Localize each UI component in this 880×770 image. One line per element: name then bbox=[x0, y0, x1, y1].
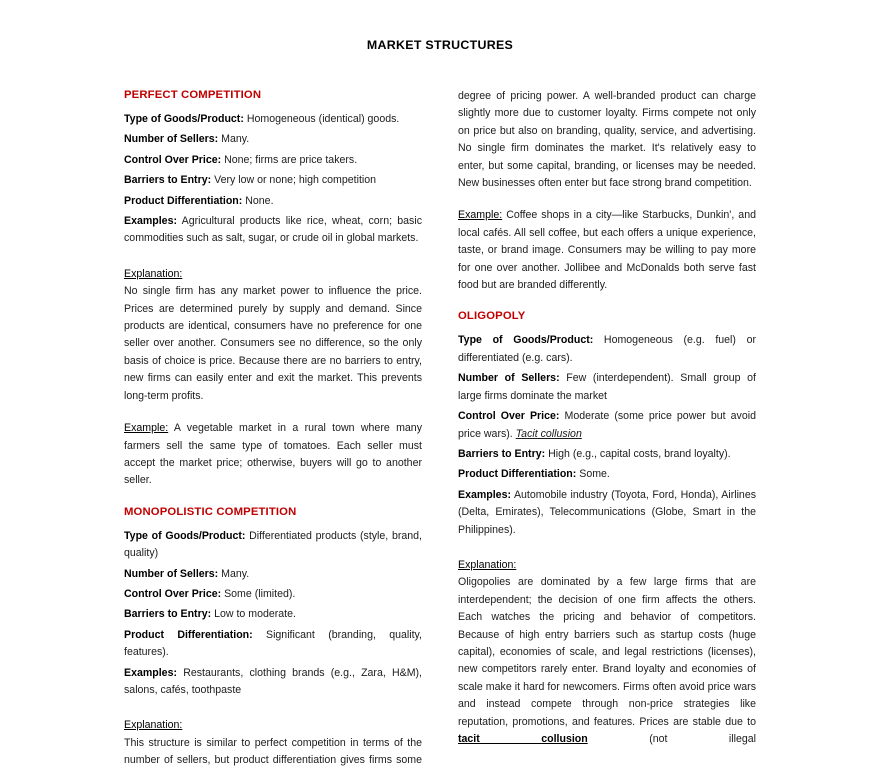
attribute-row bbox=[458, 332, 756, 367]
attribute-value: Moderate (some price power but avoid price wars). bbox=[458, 410, 756, 440]
attribute-row-control-price bbox=[458, 408, 756, 443]
tacit-collusion-emphasis: Tacit collusion bbox=[515, 427, 582, 440]
heading-perfect-competition: PERFECT COMPETITION bbox=[124, 89, 262, 101]
attribute-value: High (e.g., capital costs, brand loyalty). bbox=[548, 447, 731, 460]
attribute-value: Restaurants, clothing brands (e.g., Zara, H&M), salons, cafés, toothpaste bbox=[124, 666, 423, 696]
attribute-label: Control Over Price: bbox=[124, 587, 222, 600]
attribute-value: Homogeneous (identical) goods. bbox=[246, 113, 400, 125]
attribute-label: Barriers to Entry: bbox=[124, 174, 212, 187]
example-text: Coffee shops in a city—like Starbucks, Dunkin', and local cafés. All sell coffee, but each offers a unique experience, taste, or brand image. Consumers may be willing to pay more for one over another. Jollibee and McDonalds both serve fast food but are branded differently. bbox=[458, 209, 756, 292]
heading-oligopoly: OLIGOPOLY bbox=[458, 310, 526, 323]
attribute-row-examples bbox=[124, 665, 422, 700]
attribute-label: Type of Goods/Product: bbox=[124, 529, 246, 542]
attribute-value: Many. bbox=[221, 133, 250, 146]
attribute-value: Significant (branding, quality, features). bbox=[124, 628, 422, 659]
heading-monopolistic-competition: MONOPOLISTIC COMPETITION bbox=[124, 505, 297, 518]
explanation-paragraph-continued-below: This structure is similar to perfect competition in terms of the number of sellers, but product differentiation gives firms some bbox=[124, 736, 422, 767]
attribute-label: Barriers to Entry: bbox=[458, 447, 546, 460]
example-label: Example: bbox=[458, 209, 503, 222]
attribute-row bbox=[458, 370, 756, 405]
attribute-label: Number of Sellers: bbox=[124, 567, 219, 580]
attribute-value: Low to moderate. bbox=[214, 608, 296, 621]
example-label: Example: bbox=[124, 422, 169, 435]
explanation-label-text: Explanation: bbox=[458, 558, 517, 571]
attribute-label: Control Over Price: bbox=[124, 153, 222, 166]
attribute-label: Number of Sellers: bbox=[458, 372, 560, 385]
attribute-label: Product Differentiation: bbox=[124, 628, 253, 641]
explanation-label-text: Explanation: bbox=[124, 267, 183, 280]
attribute-value: Homogeneous (e.g. fuel) or differentiated (e.g. cars). bbox=[458, 334, 756, 364]
attribute-label: Type of Goods/Product: bbox=[458, 334, 594, 347]
attribute-row bbox=[124, 566, 422, 583]
attribute-row bbox=[124, 172, 422, 189]
example-text: A vegetable market in a rural town where many farmers sell the same type of tomatoes. Each seller must accept the market price; otherwise, buyers will go to another seller. bbox=[124, 422, 422, 487]
attribute-row bbox=[124, 606, 422, 623]
attribute-row bbox=[458, 466, 756, 483]
attribute-row bbox=[124, 528, 422, 563]
explanation-label-text: Explanation: bbox=[124, 719, 183, 732]
explanation-text-part2: (not illegal bbox=[587, 733, 756, 745]
attribute-row bbox=[124, 111, 422, 128]
attribute-row bbox=[124, 152, 422, 169]
attribute-value: Few (interdependent). Small group of large firms dominate the market bbox=[458, 372, 756, 402]
attribute-row bbox=[124, 193, 422, 210]
attribute-value: None; firms are price takers. bbox=[224, 153, 358, 166]
attribute-row bbox=[124, 131, 422, 148]
attribute-value: None. bbox=[245, 194, 274, 207]
page-title: MARKET STRUCTURES bbox=[366, 38, 514, 52]
explanation-label bbox=[124, 717, 422, 734]
explanation-label bbox=[458, 557, 756, 574]
explanation-label bbox=[124, 266, 422, 283]
left-column bbox=[124, 88, 422, 770]
attribute-label: Product Differentiation: bbox=[458, 468, 577, 481]
example-paragraph bbox=[124, 420, 422, 490]
explanation-text-part1: Oligopolies are dominated by a few large firms that are interdependent; the decision of one firm affects the others. Each watches the pricing and behavior of competitors. Because of high entry barriers such as startup costs (huge capital), economies of scale, and legal restrictions (licenses), new competitors rarely enter. Brand loyalty and economies of scale make it hard for newcomers. Firms often avoid price wars and instead compete through non-price strategies like reputation, promotions, and features. Prices are stable due to bbox=[458, 576, 756, 728]
attribute-label: Type of Goods/Product: bbox=[124, 113, 244, 125]
attribute-value: Agricultural products like rice, wheat, corn; basic commodities such as salt, sugar, or crude oil in global markets. bbox=[124, 215, 422, 245]
attribute-row-examples bbox=[124, 213, 422, 248]
explanation-paragraph: No single firm has any market power to influence the price. Prices are determined purely by supply and demand. Since products are identical, consumers have no preference for one seller over another. Consumers see no difference, so the only basis of choice is price. Because there are no barriers to entry, new firms can easily enter and exit the market. This prevents long-term profits. bbox=[124, 285, 422, 402]
right-column bbox=[458, 88, 756, 770]
explanation-paragraph bbox=[458, 574, 756, 748]
example-paragraph bbox=[458, 207, 756, 294]
attribute-label: Examples: bbox=[458, 488, 511, 501]
attribute-label: Examples: bbox=[124, 215, 177, 228]
attribute-value: Very low or none; high competition bbox=[214, 174, 377, 187]
attribute-row bbox=[124, 586, 422, 603]
attribute-value: Many. bbox=[221, 567, 250, 580]
explanation-paragraph-continuation: degree of pricing power. A well-branded product can charge slightly more due to customer loyalty. Firms compete not only on price but also on branding, quality, service, and advertising. No single firm dominates the market. It's relatively easy to enter, but some capital, branding, or licenses may be needed. New businesses often enter but face strong brand competition. bbox=[458, 90, 756, 190]
attribute-label: Examples: bbox=[124, 666, 177, 679]
attribute-label: Number of Sellers: bbox=[124, 133, 219, 146]
attribute-label: Control Over Price: bbox=[458, 410, 560, 423]
attribute-value: Automobile industry (Toyota, Ford, Honda), Airlines (Delta, Emirates), Telecommunications (Globe, Smart in the Philippines). bbox=[458, 488, 757, 536]
attribute-row-examples bbox=[458, 487, 756, 539]
attribute-value: Some. bbox=[579, 468, 610, 481]
attribute-label: Barriers to Entry: bbox=[124, 608, 212, 621]
attribute-row bbox=[124, 627, 422, 662]
attribute-value: Differentiated products (style, brand, quality) bbox=[124, 529, 422, 560]
two-column-body bbox=[124, 88, 756, 770]
attribute-label: Product Differentiation: bbox=[124, 194, 243, 207]
tacit-collusion-emphasis: tacit collusion bbox=[458, 733, 588, 745]
attribute-row bbox=[458, 446, 756, 463]
attribute-value: Some (limited). bbox=[224, 587, 296, 600]
